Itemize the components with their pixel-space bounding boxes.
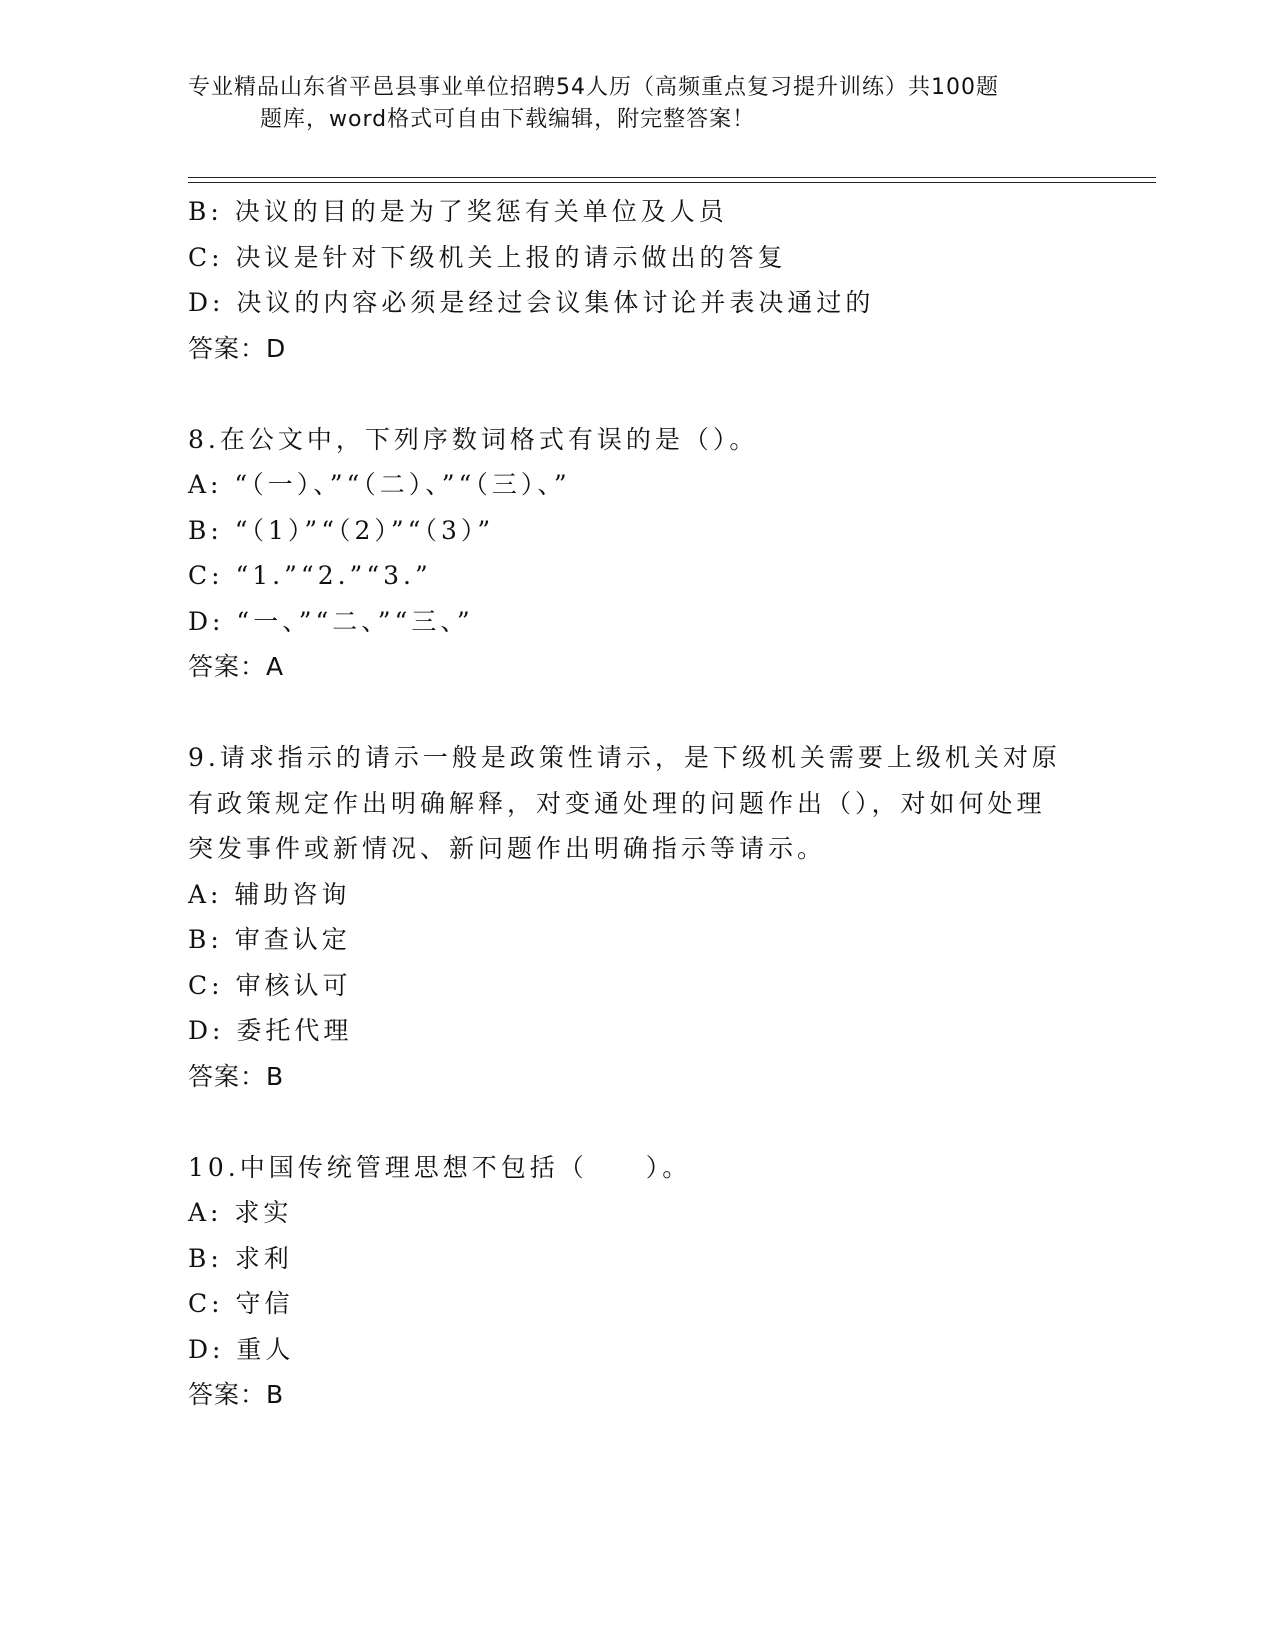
document-body	[188, 189, 1088, 1418]
option-d: D: “一、”“二、”“三、”	[188, 606, 474, 636]
question-text-line1: 9.请求指示的请示一般是政策性请示，是下级机关需要上级机关对原	[188, 743, 1061, 772]
answer-line: 答案：D	[188, 333, 287, 363]
option-d: D: 重人	[188, 1334, 295, 1364]
option-d: D: 委托代理	[188, 1016, 353, 1045]
option-c: C: 审核认可	[188, 970, 352, 1000]
question-text-line3: 突发事件或新情况、新问题作出明确指示等请示。	[188, 834, 827, 863]
option-b: B: “（1）”“（2）”“（3）”	[188, 515, 495, 545]
answer-line: 答案：B	[188, 1061, 285, 1091]
option-c: C: 决议是针对下级机关上报的请示做出的答复	[188, 242, 787, 272]
question-7-partial	[188, 189, 1088, 371]
option-b: B: 求利	[188, 1243, 293, 1273]
question-9	[188, 735, 1088, 1099]
option-a: A: 求实	[188, 1198, 293, 1227]
option-c: C: 守信	[188, 1289, 294, 1318]
option-b: B: 决议的目的是为了奖惩有关单位及人员	[188, 197, 728, 226]
header-title-line1: 专业精品山东省平邑县事业单位招聘54人历（高频重点复习提升训练）共100题	[188, 75, 999, 100]
option-d: D: 决议的内容必须是经过会议集体讨论并表决通过的	[188, 288, 875, 317]
answer-line: 答案：A	[188, 652, 285, 681]
question-text: 8.在公文中，下列序数词格式有误的是（）。	[188, 424, 759, 454]
spacer	[188, 1099, 1088, 1145]
option-b: B: 审查认定	[188, 925, 351, 954]
question-8	[188, 417, 1088, 690]
spacer	[188, 371, 1088, 417]
option-c: C: “1.”“2.”“3.”	[188, 561, 432, 590]
header-divider-top	[188, 177, 1156, 178]
question-10	[188, 1145, 1088, 1418]
option-a: A: 辅助咨询	[188, 879, 351, 909]
header-divider-bottom	[188, 182, 1156, 183]
document-header	[188, 72, 1068, 136]
option-a: A: “（一）、”“（二）、”“（三）、”	[188, 470, 571, 499]
spacer	[188, 690, 1088, 736]
question-text: 10.中国传统管理思想不包括（ ）。	[188, 1152, 692, 1182]
question-text-line2: 有政策规定作出明确解释，对变通处理的问题作出（），对如何处理	[188, 788, 1046, 818]
answer-line: 答案：B	[188, 1380, 285, 1409]
header-title-line2: 题库，word格式可自由下载编辑，附完整答案！	[260, 107, 756, 132]
